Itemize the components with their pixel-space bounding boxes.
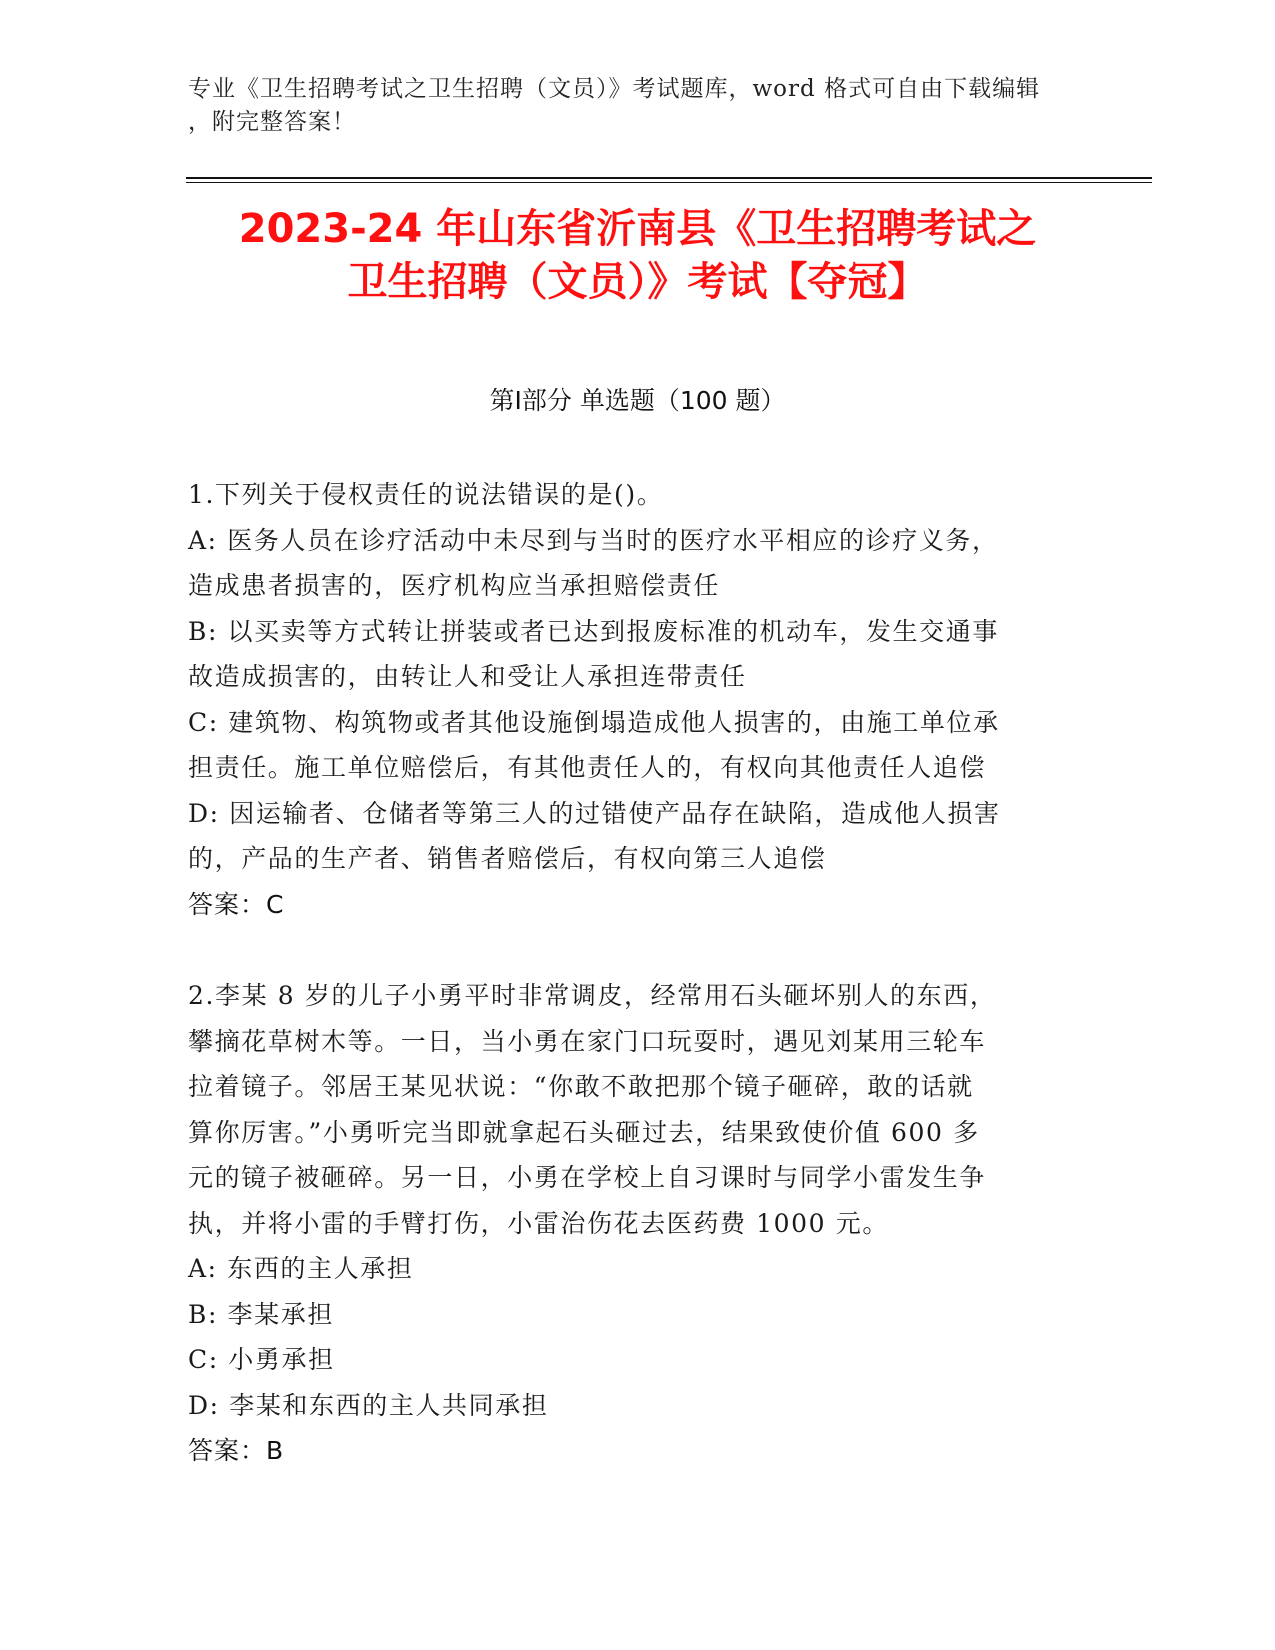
question-stem-line-3: 拉着镜子。邻居王某见状说：“你敢不敢把那个镜子砸碎，敢的话就 bbox=[188, 1072, 974, 1101]
header-note-line-2: ，附完整答案！ bbox=[188, 109, 356, 135]
section-title: 第Ⅰ部分 单选题（100 题） bbox=[489, 386, 786, 415]
option-d: D: 李某和东西的主人共同承担 bbox=[188, 1390, 549, 1420]
header-note bbox=[188, 73, 1068, 139]
option-a-line-2: 造成患者损害的，医疗机构应当承担赔偿责任 bbox=[188, 571, 721, 600]
question-stem-line-6: 执，并将小雷的手臂打伤，小雷治伤花去医药费 1000 元。 bbox=[188, 1208, 889, 1238]
document-title-line-2: 卫生招聘（文员）》考试【夺冠】 bbox=[347, 259, 928, 305]
question-stem-line-1: 2.李某 8 岁的儿子小勇平时非常调皮，经常用石头砸坏别人的东西， bbox=[188, 981, 997, 1010]
option-c-line-2: 担责任。施工单位赔偿后，有其他责任人的，有权向其他责任人追偿 bbox=[188, 753, 987, 782]
question-stem-line-2: 攀摘花草树木等。一日，当小勇在家门口玩耍时，遇见刘某用三轮车 bbox=[188, 1026, 987, 1056]
question-block bbox=[188, 472, 1068, 927]
option-c: C: 小勇承担 bbox=[188, 1345, 335, 1374]
option-b: B: 李某承担 bbox=[188, 1299, 334, 1329]
question-block bbox=[188, 973, 1068, 1474]
option-b-line-2: 故造成损害的，由转让人和受让人承担连带责任 bbox=[188, 662, 747, 691]
option-c-line-1: C: 建筑物、构筑物或者其他设施倒塌造成他人损害的，由施工单位承 bbox=[188, 707, 1000, 737]
question-stem-line-5: 元的镜子被砸碎。另一日，小勇在学校上自习课时与同学小雷发生争 bbox=[188, 1163, 987, 1192]
header-divider-thick bbox=[186, 177, 1152, 179]
answer-label: 答案：C bbox=[188, 889, 285, 919]
document-title bbox=[150, 203, 1125, 309]
document-title-line-1: 2023-24 年山东省沂南县《卫生招聘考试之 bbox=[238, 206, 1037, 252]
header-divider-thin bbox=[186, 182, 1152, 183]
option-b-line-1: B: 以买卖等方式转让拼装或者已达到报废标准的机动车，发生交通事 bbox=[188, 616, 999, 646]
question-stem-line-4: 算你厉害。”小勇听完当即就拿起石头砸过去，结果致使价值 600 多 bbox=[188, 1117, 980, 1147]
answer-label: 答案：B bbox=[188, 1436, 285, 1465]
option-a-line-1: A: 医务人员在诊疗活动中未尽到与当时的医疗水平相应的诊疗义务， bbox=[188, 525, 999, 555]
question-stem: 1.下列关于侵权责任的说法错误的是()。 bbox=[188, 480, 664, 509]
option-a: A: 东西的主人承担 bbox=[188, 1254, 414, 1283]
header-note-line-1: 专业《卫生招聘考试之卫生招聘（文员）》考试题库，word 格式可自由下载编辑 bbox=[188, 76, 1041, 102]
option-d-line-1: D: 因运输者、仓储者等第三人的过错使产品存在缺陷，造成他人损害 bbox=[188, 798, 1001, 828]
option-d-line-2: 的，产品的生产者、销售者赔偿后，有权向第三人追偿 bbox=[188, 844, 827, 873]
